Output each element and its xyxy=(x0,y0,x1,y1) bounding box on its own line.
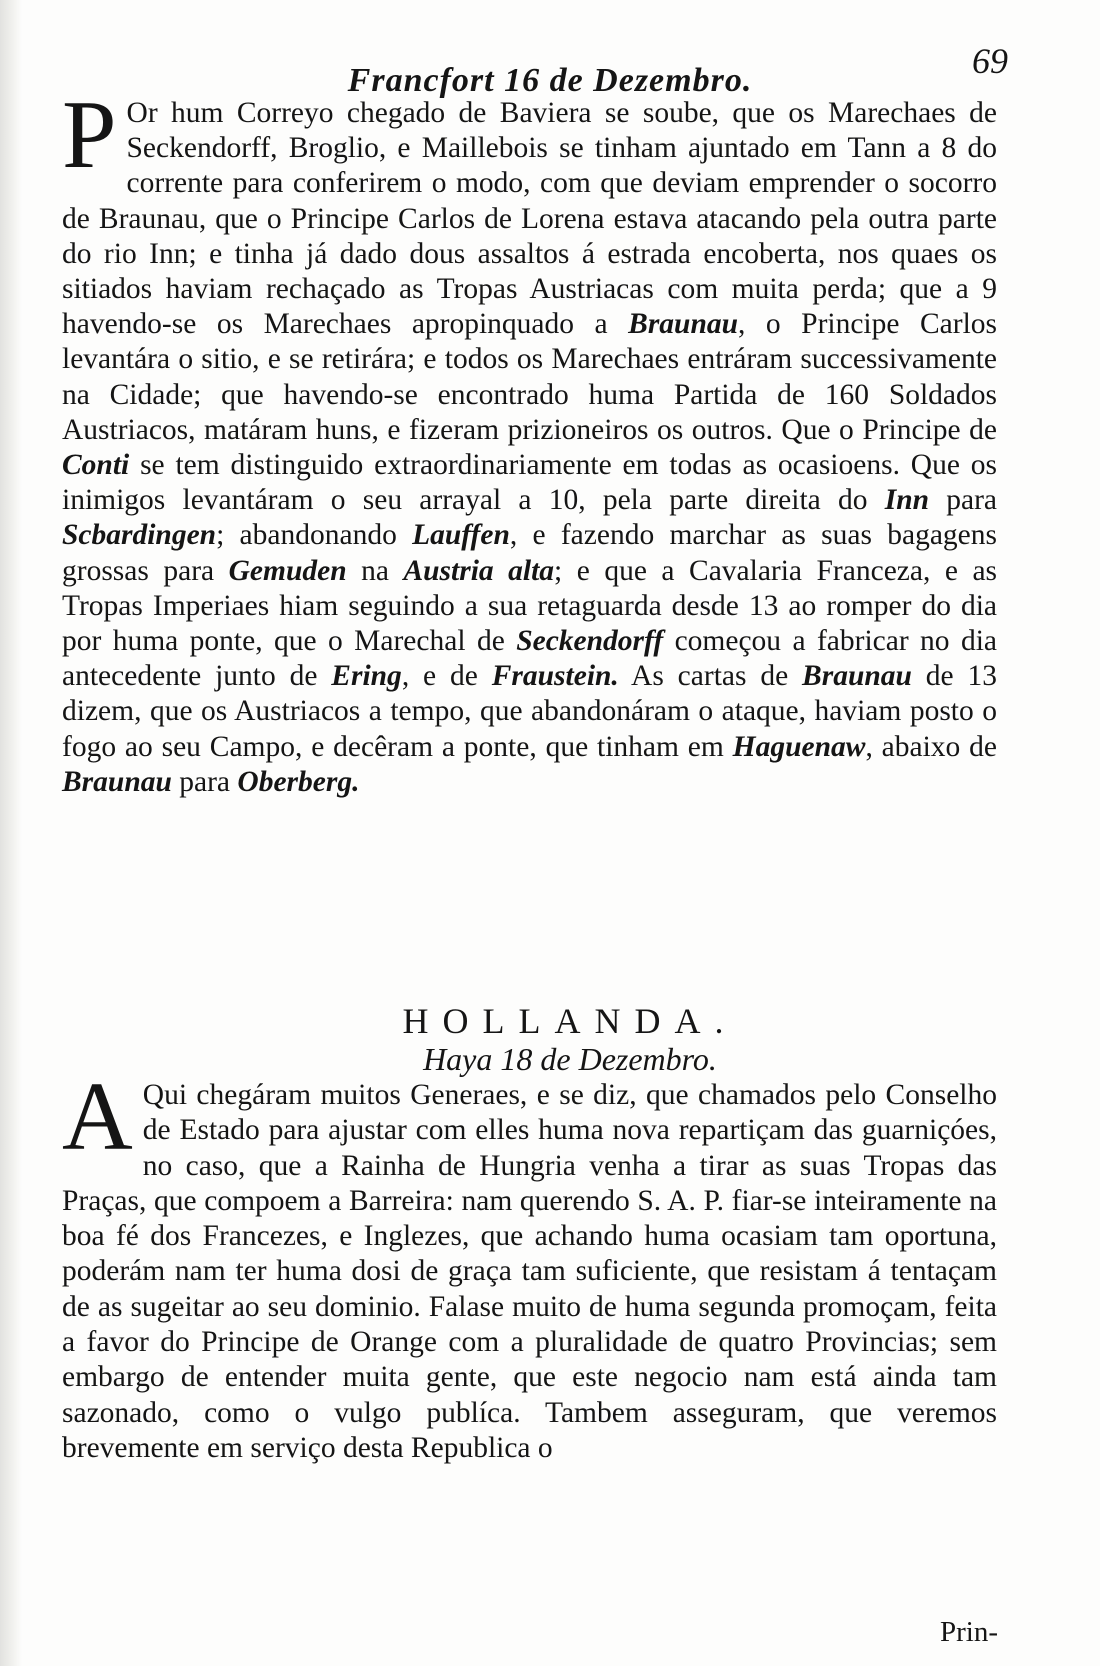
person-name: Seckendorff xyxy=(516,625,664,658)
dispatch-header-haya: Haya 18 de Dezembro. xyxy=(423,1041,717,1077)
place-name: Braunau xyxy=(628,308,739,341)
place-name: Gemuden xyxy=(228,554,347,587)
section-title-hollanda: HOLLANDA. xyxy=(402,1001,738,1041)
body-text: começou a fabricar no dia antecedente junto de xyxy=(62,625,998,693)
place-name: Austria alta xyxy=(403,554,555,587)
body-text: , o Principe Carlos levantára o sitio, e se retirára; e todos os Marechaes entráram successivamente na Cidade; que havendo-se encontrado huma Partida de 160 Soldados Austriacos, matáram huns, e fizeram prizioneiros os outros. Que o Principe de xyxy=(62,308,997,446)
place-name: Scbardingen xyxy=(62,519,217,552)
person-name: Conti xyxy=(62,449,130,482)
catchword: Prin- xyxy=(940,1616,998,1648)
dispatch-paragraph-haya xyxy=(62,1063,997,1466)
dispatch-paragraph-francfort xyxy=(62,81,998,800)
place-name: Haguenaw xyxy=(732,730,866,763)
body-text: Or hum Correyo chegado de Baviera se soube, que os Marechaes de Seckendorff, Broglio, e Maillebois se tinham ajuntado em Tann a 8 do corrente para conferirem o modo, com que deviam emprender o socorro de Braunau, que o Principe Carlos de Lorena estava atacando pela outra parte do rio Inn; e tinha já dado dous assaltos á estrada encoberta, nos quaes os sitiados haviam rechaçado as Tropas Austriacas com muita perda; que a 9 havendo-se os Marechaes apropinquado a xyxy=(62,97,997,341)
body-text: ; e que a Cavalaria Franceza, e as Tropas Imperiaes hiam seguindo a sua retaguarda desde 13 ao romper do dia por huma ponte, que o Marechal de xyxy=(62,554,998,658)
dispatch-header-francfort: Francfort 16 de Dezembro. xyxy=(347,62,753,99)
body-text: , abaixo de xyxy=(865,730,997,763)
place-name: Inn xyxy=(884,484,930,517)
body-text: de 13 dizem, que os Austriacos a tempo, que abandonáram o ataque, haviam posto o fogo ao seu Campo, e decêram a ponte, que tinham em xyxy=(62,660,998,763)
body-text: As cartas de xyxy=(618,660,803,693)
place-name: Braunau xyxy=(802,660,912,693)
place-name: Ering xyxy=(331,660,402,693)
page-number: 69 xyxy=(972,41,1008,81)
place-name: Oberberg. xyxy=(237,765,360,798)
body-text: ; abandonando xyxy=(216,519,413,552)
body-text: para xyxy=(929,484,998,517)
body-text: Qui chegáram muitos Generaes, e se diz, que chamados pelo Conselho de Estado para ajustar com elles huma nova repartiçam das guarniçóes, no caso, que a Rainha de Hungria venha a tirar as suas Tropas das Praças, que compoem a Barreira: nam querendo S. A. P. fiar-se inteiramente na boa fé dos Francezes, e Inglezes, que achando huma ocasiam tam oportuna, poderám nam ter huma dosi de graça tam suficiente, que resistam á tentaçam de as sugeitar ao seu dominio. Falase muito de huma segunda promoçam, feita a favor do Principe de Orange com a pluralidade de quatro Provincias; sem embargo de entender muita gente, que este negocio nam está ainda tam sazonado, como o vulgo publíca. Tambem asseguram, que veremos brevemente em serviço desta Republica o xyxy=(62,1079,997,1464)
place-name: Braunau xyxy=(62,765,172,798)
body-text: na xyxy=(346,554,404,587)
body-text: , e de xyxy=(401,660,492,693)
body-text: , e fazendo marchar as suas bagagens grossas para xyxy=(62,519,997,587)
drop-cap-initial: P xyxy=(62,81,117,189)
body-text: para xyxy=(171,765,238,798)
body-text: se tem distinguido extraordinariamente em todas as ocasioens. Que os inimigos levantáram o seu arrayal a 10, pela parte direita do xyxy=(62,449,997,517)
drop-cap-initial: A xyxy=(62,1063,133,1171)
place-name: Lauffen xyxy=(412,519,510,552)
page-edge-shadow xyxy=(0,0,22,1666)
place-name: Fraustein. xyxy=(491,660,619,693)
